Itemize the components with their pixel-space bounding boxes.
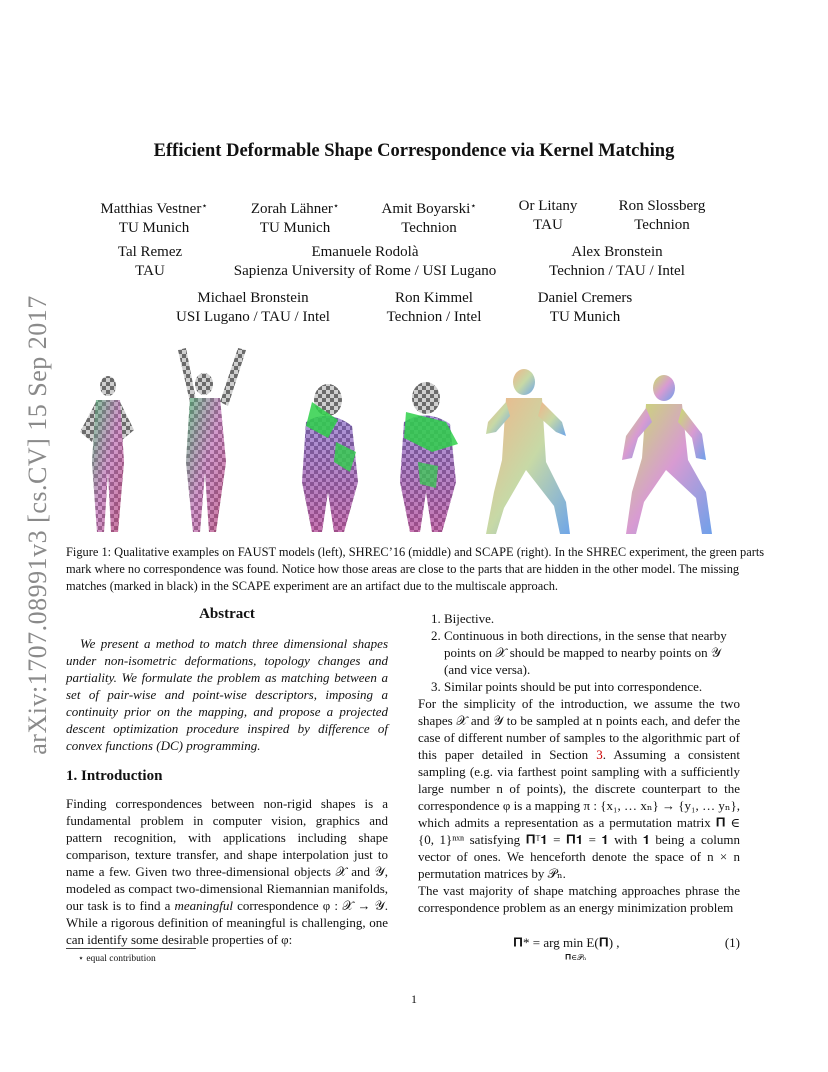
author-affiliation: Technion bbox=[634, 217, 690, 233]
properties-list bbox=[418, 610, 740, 695]
author-affiliation: Sapienza University of Rome / USI Lugano bbox=[233, 263, 497, 279]
abstract-body: We present a method to match three dimensional shapes under non-isometric deformations, topology changes and partiality. We formulate the problem as matching between a set of pair-wise and point-wise descriptors, imposing a continuity prior on the mapping, and propose a projected descent optimization procedure inspired by difference of convex functions (DC) programming. bbox=[66, 636, 388, 753]
author-name: Ron Kimmel bbox=[395, 290, 473, 306]
author-block bbox=[619, 197, 706, 235]
equal-contribution-mark: ⋆ bbox=[332, 201, 340, 212]
abstract-heading: Abstract bbox=[199, 606, 255, 622]
property-item: 1. Bijective. bbox=[444, 610, 740, 627]
introduction-paragraph: The vast majority of shape matching approaches phrase the correspondence problem as an energy minimization problem bbox=[418, 883, 740, 915]
author-name: Emanuele Rodolà bbox=[311, 244, 419, 260]
arxiv-identifier: arXiv:1707.08991v3 [cs.CV] 15 Sep 2017 bbox=[23, 295, 52, 755]
author-block bbox=[549, 243, 685, 281]
author-block bbox=[100, 197, 207, 238]
author-affiliation: Technion / Intel bbox=[386, 309, 482, 325]
shrec-shape-2 bbox=[400, 382, 458, 532]
equation-subscript: 𝚷∈𝒫ₙ bbox=[565, 953, 587, 962]
footnote: ⋆ equal contribution bbox=[78, 954, 156, 964]
footnote-rule bbox=[66, 948, 196, 949]
author-block bbox=[118, 243, 182, 281]
introduction-body: Finding correspondences between non-rigid shapes is a fundamental problem in computer vision, graphics and pattern recognition, with applications including shape comparison, texture transfer, and shape interpolation just to name a few. Given two three-dimensional objects 𝒳 and 𝒴, modeled as compact two-dimensional Riemannian manifolds, our task is to find a meaningful correspondence φ : 𝒳 → 𝒴. While a rigorous definition of meaningful is challenging, one can identify some desirable properties of φ: bbox=[66, 796, 388, 947]
author-name: Zorah Lähner bbox=[250, 201, 333, 217]
paper-title: Efficient Deformable Shape Correspondence via Kernel Matching bbox=[153, 141, 675, 161]
left-column bbox=[66, 606, 388, 948]
scape-shape-1 bbox=[486, 369, 570, 534]
author-name: Amit Boyarski bbox=[381, 201, 471, 217]
author-affiliation: USI Lugano / TAU / Intel bbox=[176, 309, 330, 325]
faust-shape-2 bbox=[178, 348, 246, 532]
emphasis-word: meaningful bbox=[174, 898, 233, 913]
equation-1 bbox=[418, 934, 740, 974]
author-affiliation: Technion bbox=[401, 220, 457, 236]
equation-number: (1) bbox=[724, 935, 740, 950]
author-name: Ron Slossberg bbox=[618, 198, 706, 214]
figure-caption: Figure 1: Qualitative examples on FAUST models (left), SHREC’16 (middle) and SCAPE (right). In the SHREC experiment, the green parts mark where no correspondence was found. Notice how those areas are close to the parts that are hidden in the other model. The missing matches (marked in black) in the SCAPE experiment are an artifact due to the multiscale approach. bbox=[66, 545, 765, 593]
author-affiliation: TAU bbox=[135, 263, 165, 279]
author-name: Alex Bronstein bbox=[571, 244, 663, 260]
author-affiliation: Technion / TAU / Intel bbox=[549, 263, 685, 279]
author-block bbox=[251, 197, 339, 238]
author-block bbox=[519, 197, 578, 235]
author-name: Or Litany bbox=[518, 198, 578, 214]
right-column bbox=[418, 610, 740, 974]
equal-contribution-mark: ⋆ bbox=[201, 201, 208, 212]
faust-shape-1 bbox=[80, 376, 134, 532]
author-block bbox=[538, 289, 633, 327]
shrec-shape-1 bbox=[302, 384, 358, 532]
introduction-paragraph bbox=[418, 695, 740, 882]
author-name: Daniel Cremers bbox=[537, 290, 633, 306]
figure-1-shapes bbox=[66, 342, 746, 542]
paragraph-text: . Assuming a consistent sampling (e.g. via farthest point sampling with a sufficiently large number n of points), the discrete counterpart to the correspondence φ is a mapping π : {x₁, … xₙ} → {y₁, … yₙ}, which admits a representation as a permutation matrix 𝚷 ∈ {0, 1}ⁿˣⁿ satisfying 𝚷ᵀ𝟏 = 𝚷𝟏 = 𝟏 with 𝟏 being a column vector of ones. We henceforth denote the space of n × n permutation matrices by 𝒫ₙ. bbox=[418, 747, 741, 881]
paragraph-text: For the simplicity of the introduction, we assume the two shapes 𝒳 and 𝒴 to be sampled at n points each, and defer the case of different number of samples to the algorithmic part of this paper detailed in Section bbox=[418, 696, 740, 762]
scape-shape-2 bbox=[622, 375, 712, 534]
author-block bbox=[234, 243, 496, 281]
author-affiliation: TU Munich bbox=[549, 309, 621, 325]
author-block bbox=[387, 289, 482, 327]
author-affiliation: TAU bbox=[533, 217, 563, 233]
page-number: 1 bbox=[411, 992, 417, 1006]
author-affiliation: TU Munich bbox=[259, 220, 331, 236]
author-name: Tal Remez bbox=[117, 244, 183, 260]
figure-1-image bbox=[66, 342, 746, 542]
author-block bbox=[381, 197, 476, 238]
property-item: 2. Continuous in both directions, in the sense that nearby points on 𝒳 should be mapped to nearby points on 𝒴 (and vice versa). bbox=[444, 627, 740, 678]
property-item: 3. Similar points should be put into correspondence. bbox=[444, 678, 740, 695]
author-name: Matthias Vestner bbox=[100, 201, 202, 217]
equation-body: 𝚷* = arg min E(𝚷) , bbox=[513, 935, 620, 950]
arxiv-sidebar bbox=[18, 290, 58, 760]
author-affiliation: TU Munich bbox=[118, 220, 190, 236]
equal-contribution-mark: ⋆ bbox=[470, 201, 477, 212]
author-name: Michael Bronstein bbox=[197, 290, 309, 306]
author-block bbox=[176, 289, 330, 327]
introduction-heading: 1. Introduction bbox=[66, 768, 163, 784]
section-reference-link[interactable]: 3 bbox=[596, 747, 603, 762]
